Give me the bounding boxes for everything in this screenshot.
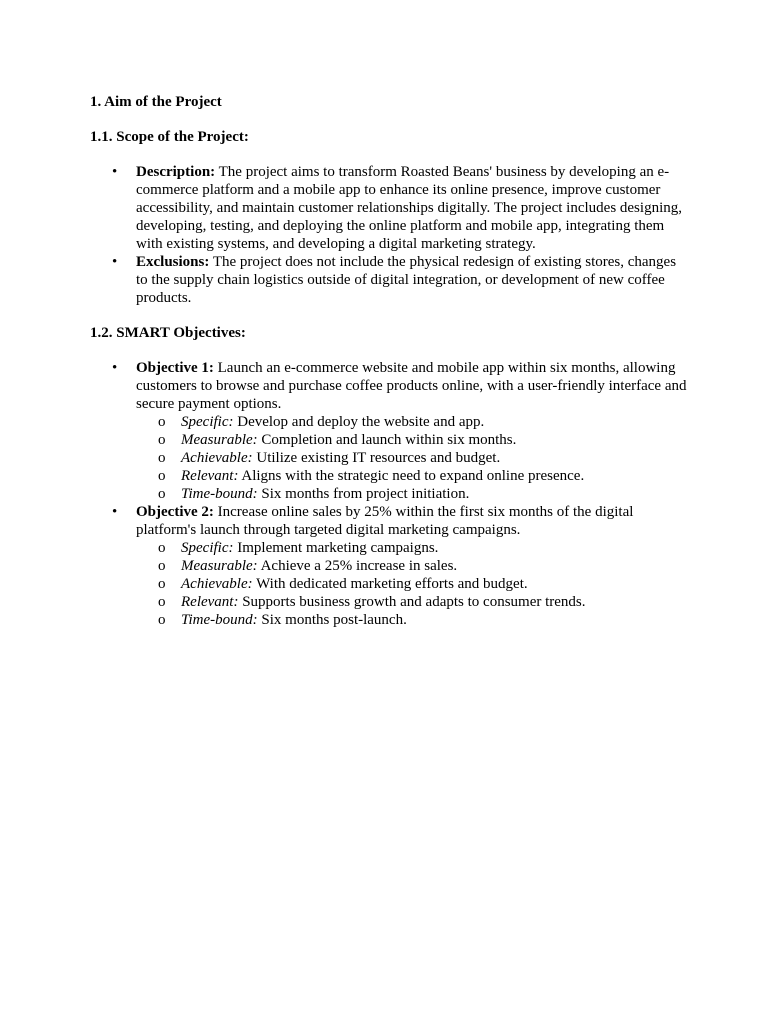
criterion-label: Achievable: [181,576,253,592]
criterion-text: With dedicated marketing efforts and budget. [252,576,528,592]
criterion-label: Measurable: [181,432,258,448]
list-item-exclusions [90,253,690,307]
scope-heading: 1.1. Scope of the Project: [90,129,249,145]
bullet-icon: • [112,164,118,180]
objectives-list [90,359,690,629]
criterion-text: Develop and deploy the website and app. [233,414,485,430]
item-label: Exclusions: [136,254,210,270]
sub-bullet-icon: o [158,594,166,610]
criterion-achievable [136,449,690,467]
sub-bullet-icon: o [158,540,166,556]
criterion-measurable [136,431,690,449]
criterion-label: Relevant: [181,468,239,484]
objective-label: Objective 2: [136,504,214,520]
criteria-list [136,539,690,629]
criterion-relevant [136,593,690,611]
criterion-specific [136,539,690,557]
criterion-achievable [136,575,690,593]
criterion-label: Specific: [181,414,234,430]
bullet-icon: • [112,504,118,520]
item-label: Description: [136,164,216,180]
scope-list [90,163,690,307]
criterion-time-bound [136,485,690,503]
criterion-text: Six months post-launch. [257,612,407,628]
sub-bullet-icon: o [158,558,166,574]
criterion-label: Time-bound: [181,612,258,628]
document-title: 1. Aim of the Project [90,94,222,110]
sub-bullet-icon: o [158,576,166,592]
criterion-text: Achieve a 25% increase in sales. [257,558,458,574]
item-text: The project does not include the physical redesign of existing stores, changes to the supply chain logistics outside of digital integration, or development of new coffee products. [136,254,677,306]
criterion-label: Achievable: [181,450,253,466]
sub-bullet-icon: o [158,486,166,502]
criterion-text: Aligns with the strategic need to expand online presence. [238,468,585,484]
objective-text: Launch an e-commerce website and mobile app within six months, allowing customers to browse and purchase coffee products online, with a user-friendly interface and secure payment options. [136,360,687,412]
objective-label: Objective 1: [136,360,214,376]
document-page [90,93,690,629]
criterion-text: Utilize existing IT resources and budget. [252,450,501,466]
criteria-list [136,413,690,503]
objective-1 [90,359,690,503]
criterion-text: Six months from project initiation. [257,486,470,502]
criterion-label: Relevant: [181,594,239,610]
smart-heading: 1.2. SMART Objectives: [90,325,246,341]
criterion-time-bound [136,611,690,629]
criterion-text: Supports business growth and adapts to consumer trends. [238,594,586,610]
sub-bullet-icon: o [158,414,166,430]
criterion-measurable [136,557,690,575]
sub-bullet-icon: o [158,450,166,466]
item-text: The project aims to transform Roasted Beans' business by developing an e-commerce platform and a mobile app to enhance its online presence, improve customer accessibility, and maintain customer relationships digitally. The project includes designing, developing, testing, and deploying the online platform and mobile app, integrating them with existing systems, and developing a digital marketing strategy. [136,164,682,252]
criterion-label: Specific: [181,540,234,556]
sub-bullet-icon: o [158,612,166,628]
objective-2 [90,503,690,629]
criterion-specific [136,413,690,431]
criterion-label: Measurable: [181,558,258,574]
criterion-label: Time-bound: [181,486,258,502]
list-item-description [90,163,690,253]
criterion-text: Completion and launch within six months. [257,432,517,448]
objective-text: Increase online sales by 25% within the first six months of the digital platform's launch through targeted digital marketing campaigns. [136,504,634,538]
bullet-icon: • [112,360,118,376]
bullet-icon: • [112,254,118,270]
sub-bullet-icon: o [158,468,166,484]
sub-bullet-icon: o [158,432,166,448]
criterion-text: Implement marketing campaigns. [233,540,439,556]
criterion-relevant [136,467,690,485]
